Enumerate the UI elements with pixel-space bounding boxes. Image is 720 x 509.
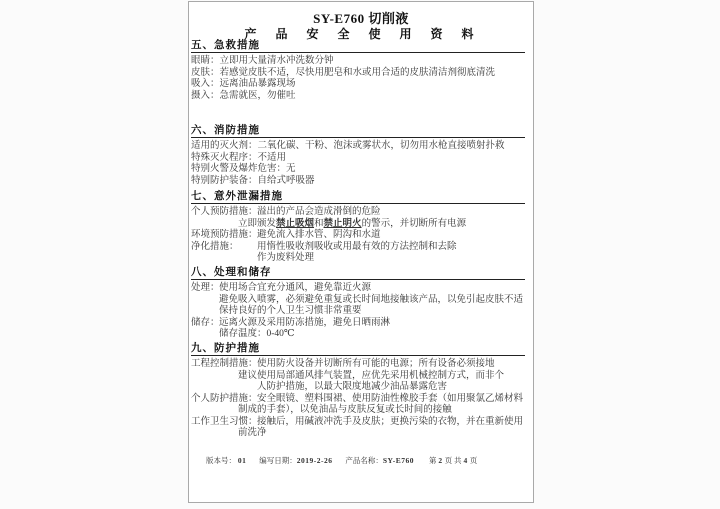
footer-page-total: 4 [463, 456, 468, 465]
footer-page-number: 2 [438, 456, 443, 465]
section-line: 吸入：远离油品暴露现场 [191, 79, 296, 89]
footer-date [259, 456, 332, 465]
line-text: 远离火源及采用防冻措施，避免日晒雨淋 [219, 317, 391, 328]
page-footer [206, 455, 526, 466]
doc-title: SY-E760 切削液 [313, 11, 409, 26]
section-line [191, 230, 525, 242]
line-text: 接触后，用碱液冲洗手及皮肤；更换污染的衣物，并在重新使用 [257, 416, 524, 427]
section-line [191, 417, 525, 429]
line-label: 环境预防措施： [191, 230, 258, 240]
section-heading: 九、防护措施 [191, 343, 525, 356]
line-text: 使用防火设备并切断所有可能的电源；所有设备必须接地 [257, 359, 495, 369]
section-protective-measures [191, 343, 525, 440]
section-line [191, 242, 525, 254]
line-text: 使用场合宜充分通风，避免靠近火源 [219, 283, 372, 293]
document-page [188, 1, 534, 503]
section-line: 前洗净 [238, 428, 267, 438]
footer-product-label: 产品名称： [345, 456, 383, 465]
line-label: 个人预防措施： [191, 207, 258, 217]
line-text: 立即颁发 [238, 218, 277, 229]
section-line: 制成的手套），以免油品与皮肤反复或长时间的接触 [238, 405, 452, 415]
section-line: 眼睛：立即用大量清水冲洗数分钟 [191, 56, 334, 66]
section-line [191, 318, 525, 330]
line-text: 的警示，并切断所有电源 [361, 218, 467, 229]
section-line [191, 394, 525, 406]
section-line: 储存温度：0-40℃ [219, 329, 295, 339]
footer-version-value: 01 [237, 456, 247, 465]
section-line: 摄入：急需就医，勿催吐 [191, 90, 296, 101]
footer-page-info [427, 456, 479, 465]
line-label: 个人防护措施： [191, 393, 258, 404]
footer-product-value: SY-E760 [382, 456, 415, 465]
no-open-flame-warning: 禁止明火 [323, 218, 362, 229]
line-text: 用惰性吸收剂吸收或用最有效的方法控制和去除 [257, 241, 457, 252]
section-line [191, 219, 525, 231]
line-text: 安全眼镜、塑料围裙、使用防油性橡胶手套（如用聚氯乙烯材料 [257, 393, 524, 404]
footer-page-prefix: 第 [428, 456, 437, 465]
section-line [191, 283, 525, 295]
section-line [191, 359, 525, 371]
section-accidental-release [191, 191, 525, 265]
no-smoking-warning: 禁止吸烟 [276, 218, 315, 229]
section-line: 特别火警及爆炸危害：无 [191, 164, 296, 174]
section-line [191, 207, 525, 219]
section-line: 特殊灭火程序：不适用 [191, 152, 287, 163]
line-label: 工作卫生习惯： [191, 416, 258, 427]
footer-date-value: 2019-2-26 [296, 456, 333, 465]
section-heading: 八、处理和储存 [191, 267, 525, 280]
section-handling-storage [191, 267, 525, 341]
footer-version [206, 456, 246, 465]
line-text: 避免流入排水管、阴沟和水道 [257, 230, 381, 240]
section-line: 避免吸入喷雾，必须避免重复或长时间地接触该产品，以免引起皮肤不适 [219, 294, 524, 305]
doc-subtitle: 产 品 安 全 使 用 资 料 [244, 27, 478, 41]
section-heading: 七、意外泄漏措施 [191, 191, 525, 204]
footer-version-label: 版本号： [206, 456, 236, 465]
line-text: 溢出的产品会造成滑倒的危险 [257, 207, 381, 217]
section-line: 建议使用局部通风排气装置，应优先采用机械控制方式，而非个 [238, 370, 505, 381]
section-heading: 五、急救措施 [191, 40, 525, 53]
footer-date-label: 编写日期： [259, 456, 297, 465]
line-label: 处理： [191, 283, 220, 293]
section-line: 人防护措施，以最大限度地减少油品暴露危害 [257, 382, 448, 392]
section-fire-fighting [191, 125, 525, 187]
section-line: 特别防护装备：自给式呼吸器 [191, 175, 315, 186]
footer-page-suffix: 页 [469, 456, 478, 465]
footer-product [345, 456, 414, 465]
footer-page-middle: 页 共 [444, 456, 462, 465]
line-label: 工程控制措施： [191, 359, 258, 369]
section-line: 适用的灭火剂：二氧化碳、干粉、泡沫或雾状水，切勿用水枪直接喷射扑救 [191, 141, 505, 151]
line-text: 和 [314, 218, 324, 229]
section-line: 皮肤：若感觉皮肤不适，尽快用肥皂和水或用合适的皮肤清洁剂彻底清洗 [191, 67, 496, 78]
section-first-aid [191, 40, 525, 102]
section-line: 作为废料处理 [257, 253, 315, 263]
section-heading: 六、消防措施 [191, 125, 525, 138]
line-label: 储存： [191, 317, 220, 328]
section-line: 保持良好的个人卫生习惯非常重要 [219, 306, 362, 316]
line-label: 净化措施： [191, 241, 239, 252]
